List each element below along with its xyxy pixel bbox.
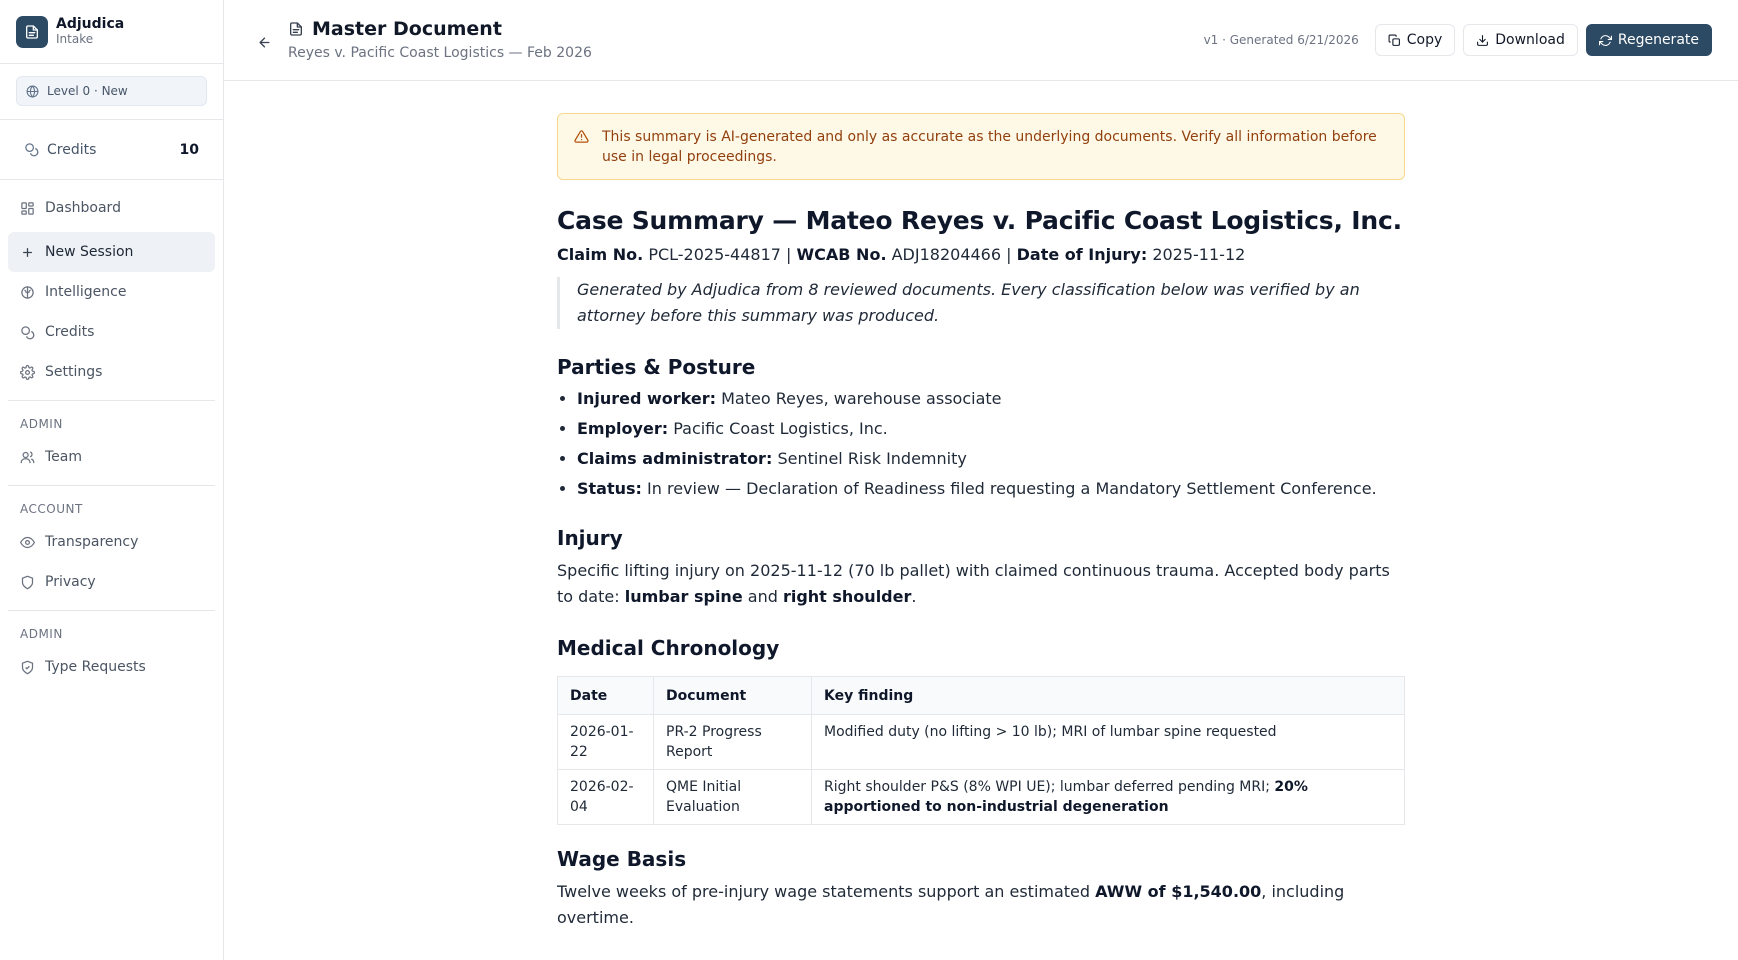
text: , including overtime.: [557, 882, 1345, 927]
account-section: [8, 485, 215, 602]
claim-info: [557, 245, 1405, 264]
nav-type-requests[interactable]: [8, 647, 215, 687]
list-item: [577, 478, 1405, 500]
gear-icon: [20, 365, 35, 380]
admin-section-2: [8, 610, 215, 687]
nav-privacy-label: Privacy: [45, 574, 96, 590]
column-header: Key finding: [812, 677, 1405, 715]
table-header-row: [558, 677, 1405, 715]
nav-privacy[interactable]: [8, 562, 215, 602]
page-subtitle: Reyes v. Pacific Coast Logistics — Feb 2026: [288, 45, 592, 61]
warning-icon: [574, 129, 589, 144]
item-value: Mateo Reyes, warehouse associate: [721, 389, 1002, 408]
nav-settings[interactable]: [8, 352, 215, 392]
brand-subtitle: Intake: [56, 31, 94, 46]
item-label: Injured worker:: [577, 389, 716, 408]
nav-type-requests-label: Type Requests: [45, 659, 146, 675]
copy-icon: [1388, 34, 1401, 47]
section-heading-chronology: Medical Chronology: [557, 636, 780, 660]
credits-label: Credits: [47, 141, 97, 158]
doi: 2025-11-12: [1152, 245, 1246, 264]
regenerate-button-label: Regenerate: [1617, 32, 1699, 48]
brand[interactable]: [0, 0, 223, 64]
wcab-no: ADJ18204466: [891, 245, 1002, 264]
page-title: Master Document: [312, 18, 502, 40]
nav-team-label: Team: [45, 449, 83, 465]
doi-label: Date of Injury:: [1016, 245, 1148, 264]
case-title: Case Summary — Mateo Reyes v. Pacific Coast Logistics, Inc.: [557, 206, 1402, 235]
text: .: [911, 587, 917, 606]
chronology-table: [557, 676, 1405, 825]
credits-summary[interactable]: [0, 120, 223, 180]
nav-transparency-label: Transparency: [45, 534, 139, 550]
brand-logo-icon: [16, 16, 48, 48]
download-button[interactable]: [1463, 24, 1578, 56]
nav-credits[interactable]: [8, 312, 215, 352]
nav-new-session[interactable]: [8, 232, 215, 272]
globe-icon: [26, 85, 39, 98]
copy-button-label: Copy: [1406, 32, 1443, 48]
item-value: Pacific Coast Logistics, Inc.: [673, 419, 888, 438]
nav-new-session-label: New Session: [45, 244, 134, 260]
wcab-label: WCAB No.: [796, 245, 887, 264]
section-heading-wage: Wage Basis: [557, 847, 687, 871]
sidebar: [0, 0, 224, 960]
separator: |: [1006, 245, 1012, 264]
coins-icon: [20, 325, 35, 340]
shield-icon: [20, 575, 35, 590]
generation-note: Generated by Adjudica from 8 reviewed documents. Every classification below was verified by an attorney before this summary was produced.: [557, 277, 1405, 329]
nav-team[interactable]: [8, 437, 215, 477]
account-section-label: ACCOUNT: [20, 502, 83, 516]
text: Twelve weeks of pre-injury wage statements support an estimated: [557, 882, 1096, 901]
coins-icon: [24, 142, 39, 157]
copy-button[interactable]: [1375, 24, 1456, 56]
warning-text: This summary is AI-generated and only as accurate as the underlying documents. Verify all information before use in legal proceedings.: [602, 129, 1377, 165]
plus-icon: [20, 245, 35, 260]
table-cell-date: 2026-02-04: [558, 770, 654, 825]
page-header: [224, 0, 1738, 81]
text: Specific lifting injury on 2025-11-12 (70 lb pallet) with claimed continuous trauma. Accepted body parts to date:: [557, 561, 1390, 606]
version-text: v1 · Generated 6/21/2026: [1203, 33, 1359, 47]
admin-section-label: ADMIN: [20, 417, 63, 431]
table-cell-finding: [812, 770, 1405, 825]
refresh-icon: [1599, 34, 1612, 47]
separator: |: [786, 245, 792, 264]
nav-settings-label: Settings: [45, 364, 103, 380]
body-part: lumbar spine: [624, 587, 743, 606]
nav-intelligence[interactable]: [8, 272, 215, 312]
finding-text: Right shoulder P&S (8% WPI UE); lumbar deferred pending MRI;: [824, 779, 1275, 795]
column-header: Date: [558, 677, 654, 715]
arrow-left-icon: [257, 35, 272, 50]
admin-section-2-label: ADMIN: [20, 627, 63, 641]
finding-text: Modified duty (no lifting > 10 lb); MRI of lumbar spine requested: [824, 724, 1277, 740]
table-cell-finding: [812, 715, 1405, 770]
section-heading-injury: Injury: [557, 526, 623, 550]
regenerate-button[interactable]: [1586, 24, 1712, 56]
nav-dashboard[interactable]: [8, 188, 215, 228]
level-label: Level 0 · New: [47, 84, 128, 98]
table-cell-date: 2026-01-22: [558, 715, 654, 770]
item-value: In review — Declaration of Readiness filed requesting a Mandatory Settlement Conference.: [647, 479, 1377, 498]
eye-icon: [20, 535, 35, 550]
main-nav: [0, 180, 223, 392]
level-badge[interactable]: [16, 76, 207, 106]
nav-intelligence-label: Intelligence: [45, 284, 127, 300]
item-label: Employer:: [577, 419, 669, 438]
credits-count: 10: [179, 141, 199, 158]
finding-bold: 20% apportioned to non-industrial degeneration: [824, 779, 1308, 815]
table-cell-document: QME Initial Evaluation: [654, 770, 812, 825]
nav-credits-label: Credits: [45, 324, 95, 340]
body-part: right shoulder: [782, 587, 912, 606]
table-row: [558, 715, 1405, 770]
list-item: [577, 418, 1405, 440]
nav-dashboard-label: Dashboard: [45, 200, 121, 216]
item-label: Claims administrator:: [577, 449, 773, 468]
download-button-label: Download: [1495, 32, 1565, 48]
ai-warning-banner: [557, 113, 1405, 180]
document-content: [557, 113, 1405, 931]
brain-icon: [20, 285, 35, 300]
download-icon: [1476, 34, 1489, 47]
item-value: Sentinel Risk Indemnity: [777, 449, 967, 468]
brand-name: Adjudica: [56, 15, 125, 32]
item-label: Status:: [577, 479, 642, 498]
nav-transparency[interactable]: [8, 522, 215, 562]
document-icon: [288, 21, 304, 37]
users-icon: [20, 450, 35, 465]
injury-paragraph: [557, 558, 1405, 610]
dashboard-icon: [20, 201, 35, 216]
parties-list: [557, 388, 1405, 500]
column-header: Document: [654, 677, 812, 715]
aww-value: AWW of $1,540.00: [1095, 882, 1262, 901]
list-item: [577, 388, 1405, 410]
table-cell-document: PR-2 Progress Report: [654, 715, 812, 770]
table-row: [558, 770, 1405, 825]
claim-no-label: Claim No.: [557, 245, 644, 264]
back-button[interactable]: [252, 30, 276, 54]
wage-paragraph: [557, 879, 1405, 931]
claim-no: PCL-2025-44817: [648, 245, 781, 264]
text: and: [742, 587, 783, 606]
shield-check-icon: [20, 660, 35, 675]
section-heading-parties: Parties & Posture: [557, 355, 756, 379]
list-item: [577, 448, 1405, 470]
admin-section: [8, 400, 215, 477]
